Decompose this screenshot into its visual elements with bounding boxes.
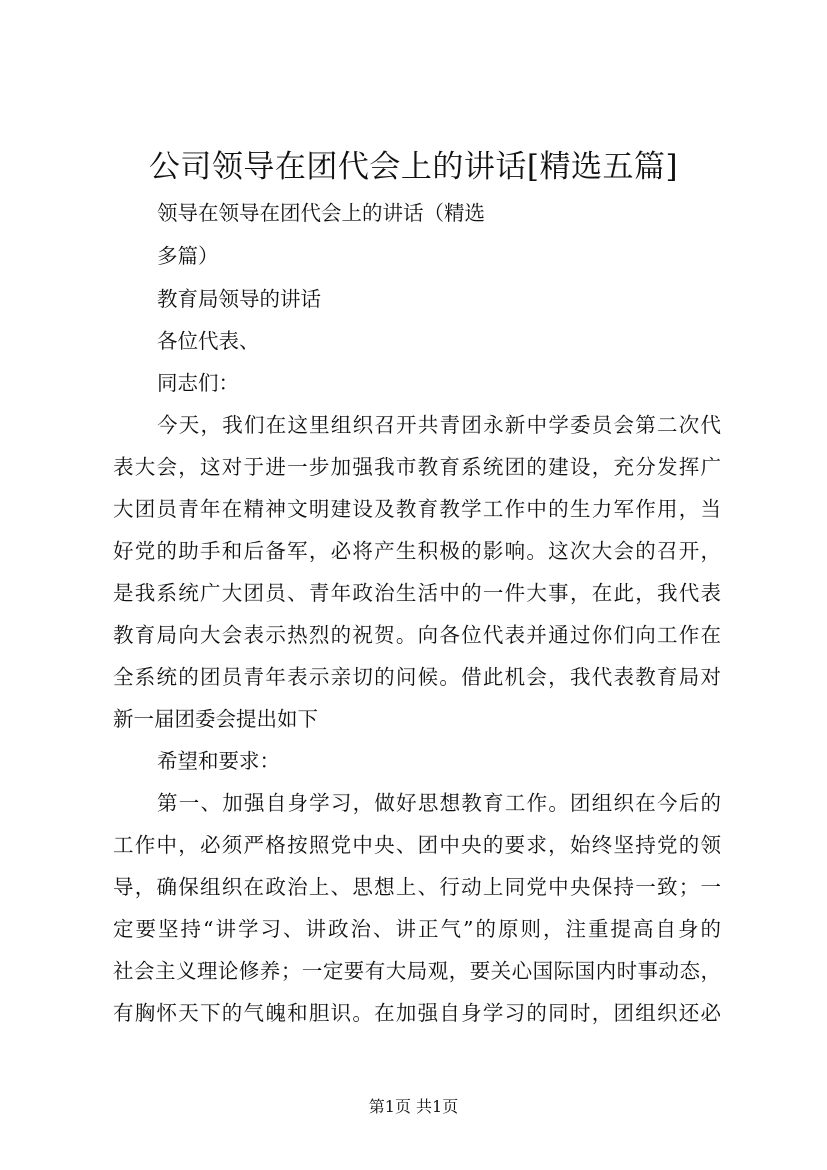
paragraph-line: 教育局向大会表示热烈的祝贺。向各位代表并通过你们向工作在 (113, 623, 721, 647)
paragraph-line: 有胸怀天下的气魄和胆识。在加强自身学习的同时，团组织还必 (113, 1001, 721, 1025)
paragraph-line: 定要坚持“讲学习、讲政治、讲正气”的原则，注重提高自身的 (113, 917, 721, 941)
document-title: 公司领导在团代会上的讲话[精选五篇] (148, 149, 679, 185)
paragraph-line: 第一、加强自身学习，做好思想教育工作。团组织在今后的 (157, 791, 721, 815)
paragraph-line: 各位代表、 (157, 329, 260, 353)
paragraph-line: 新一届团委会提出如下 (113, 707, 318, 731)
paragraph-line: 工作中，必须严格按照党中央、团中央的要求，始终坚持党的领 (113, 833, 721, 857)
paragraph-line: 领导在领导在团代会上的讲话（精选 (157, 201, 485, 225)
paragraph-line: 导，确保组织在政治上、思想上、行动上同党中央保持一致；一 (113, 875, 721, 899)
paragraph-line: 好党的助手和后备军，必将产生积极的影响。这次大会的召开， (113, 539, 721, 563)
paragraph-line: 教育局领导的讲话 (157, 287, 321, 311)
paragraph-line: 是我系统广大团员、青年政治生活中的一件大事，在此，我代表 (113, 581, 721, 605)
paragraph-line: 全系统的团员青年表示亲切的问候。借此机会，我代表教育局对 (113, 665, 721, 689)
paragraph-line: 社会主义理论修养；一定要有大局观，要关心国际国内时事动态， (113, 959, 721, 983)
page-footer: 第1页 共1页 (368, 1097, 459, 1116)
paragraph-line: 多篇） (157, 244, 219, 268)
paragraph-line: 表大会，这对于进一步加强我市教育系统团的建设，充分发挥广 (113, 455, 721, 479)
paragraph-line: 今天，我们在这里组织召开共青团永新中学委员会第二次代 (157, 413, 721, 437)
paragraph-line: 同志们： (157, 371, 239, 395)
paragraph-line: 希望和要求： (157, 749, 280, 773)
paragraph-line: 大团员青年在精神文明建设及教育教学工作中的生力军作用，当 (113, 497, 721, 521)
